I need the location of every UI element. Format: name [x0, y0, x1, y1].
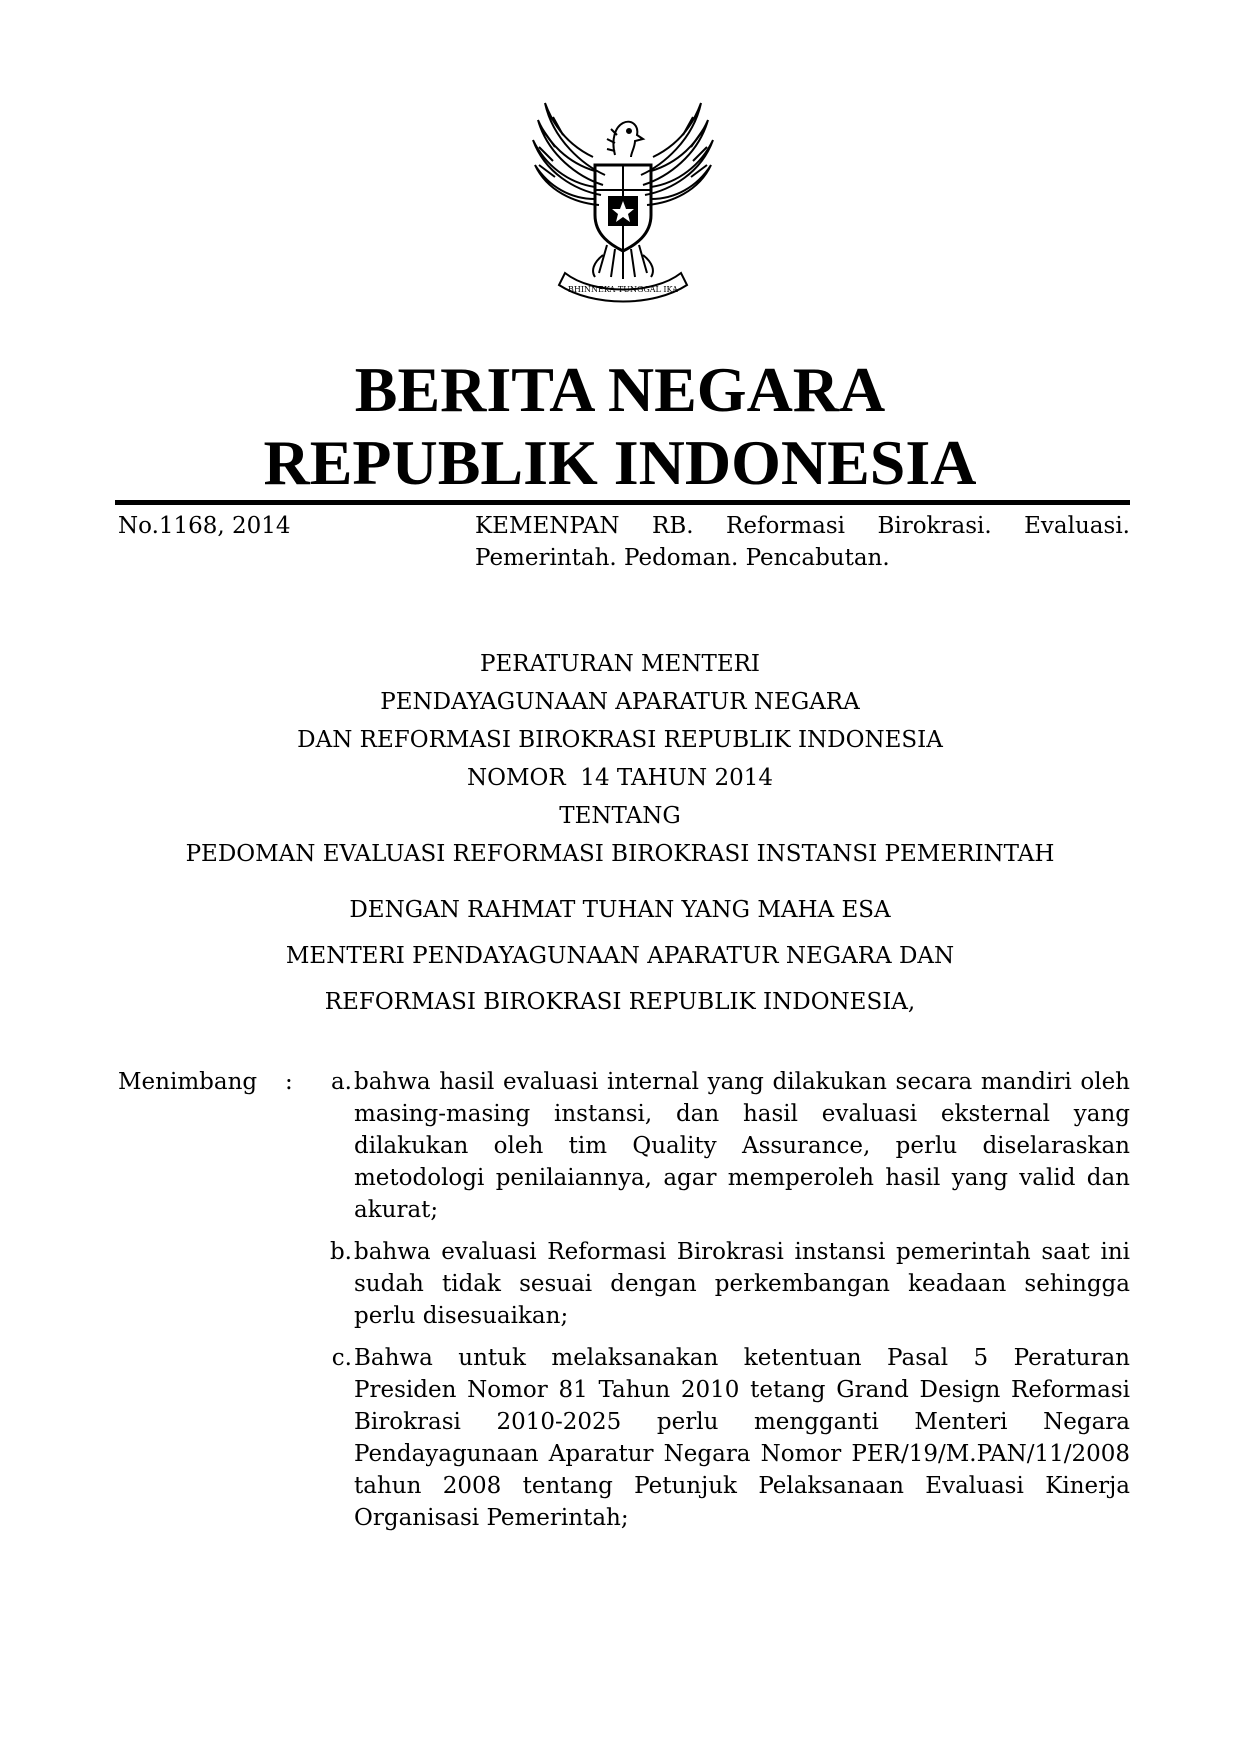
menimbang-item-c	[312, 1342, 1152, 1534]
masthead-title-line2: REPUBLIK INDONESIA	[263, 427, 977, 498]
svg-text:BHINNEKA TUNGGAL IKA: BHINNEKA TUNGGAL IKA	[568, 285, 678, 294]
menimbang-colon: :	[285, 1069, 293, 1095]
regulation-line6: PEDOMAN EVALUASI REFORMASI BIROKRASI INSTANSI PEMERINTAH	[185, 841, 1055, 867]
item-letter: a.	[330, 1069, 352, 1095]
garuda-emblem	[523, 95, 723, 305]
gazette-subject-line1: KEMENPAN RB. Reformasi Birokrasi. Evaluasi.	[475, 513, 1130, 539]
regulation-heading	[0, 645, 1240, 873]
item-text: bahwa evaluasi Reformasi Birokrasi instansi pemerintah saat ini sudah tidak sesuai dengan perkembangan keadaan sehingga perlu disesuaikan;	[354, 1239, 1130, 1329]
preamble-line1: DENGAN RAHMAT TUHAN YANG MAHA ESA	[349, 897, 891, 923]
preamble-line2: MENTERI PENDAYAGUNAAN APARATUR NEGARA DAN	[285, 943, 955, 969]
regulation-line2: PENDAYAGUNAAN APARATUR NEGARA	[380, 689, 860, 715]
gazette-subject-line2: Pemerintah. Pedoman. Pencabutan.	[475, 545, 890, 571]
regulation-line3: DAN REFORMASI BIROKRASI REPUBLIK INDONESIA	[297, 727, 943, 753]
regulation-line5: TENTANG	[559, 803, 681, 829]
menimbang-item-b	[312, 1236, 1130, 1332]
regulation-line1: PERATURAN MENTERI	[479, 651, 761, 677]
menimbang-label: Menimbang	[118, 1069, 258, 1095]
preamble-line3: REFORMASI BIROKRASI REPUBLIK INDONESIA,	[324, 989, 916, 1015]
masthead-divider	[115, 500, 1130, 505]
menimbang-item-a	[312, 1066, 1130, 1226]
gazette-number: No.1168, 2014	[118, 513, 291, 539]
item-letter: b.	[329, 1239, 352, 1265]
item-text: bahwa hasil evaluasi internal yang dilakukan secara mandiri oleh masing-masing instansi, dan hasil evaluasi eksternal yang dilakukan oleh tim Quality Assurance, perlu diselaraskan metodologi penilaiannya, agar memperoleh hasil yang valid dan akurat;	[354, 1069, 1130, 1223]
item-text: Bahwa untuk melaksanakan ketentuan Pasal 5 Peraturan Presiden Nomor 81 Tahun 2010 tetang Grand Design Reformasi Birokrasi 2010-2025 perlu mengganti Menteri Negara Pendayagunaan Aparatur Negara Nomor PER/19/M.PAN/11/2008 tahun 2008 tentang Petunjuk Pelaksanaan Evaluasi Kinerja Organisasi Pemerintah;	[354, 1345, 1152, 1531]
item-letter: c.	[331, 1345, 352, 1371]
preamble	[0, 887, 1240, 1025]
masthead-title-line1: BERITA NEGARA	[354, 354, 886, 425]
regulation-line4: NOMOR 14 TAHUN 2014	[466, 765, 773, 791]
